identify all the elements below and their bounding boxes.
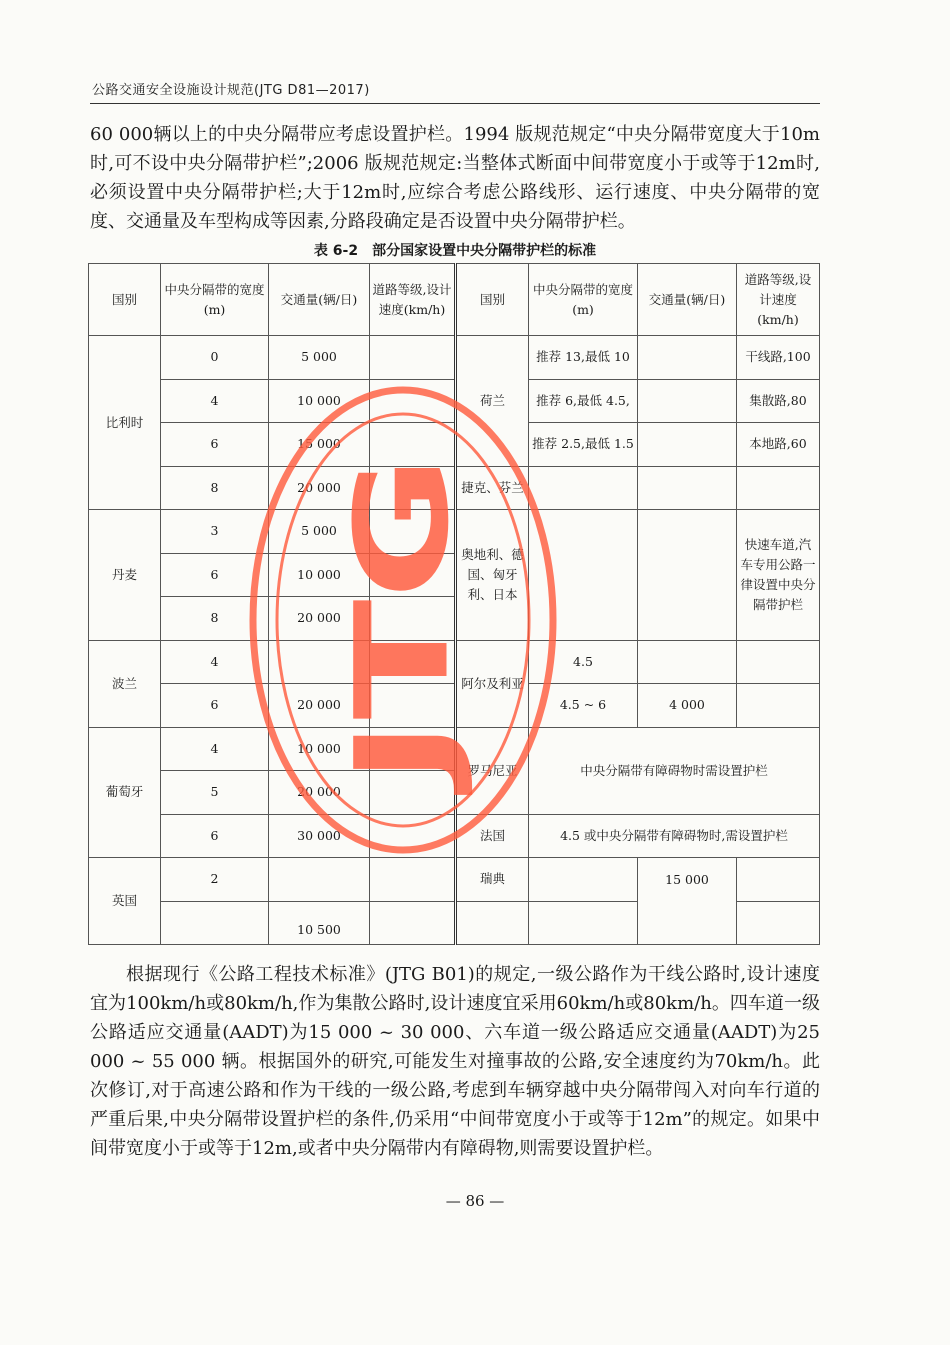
cell-country-uk: 英国 [89,858,161,945]
cell-width: 6 [161,814,269,858]
cell-width: 4.5 ~ 6 [529,684,638,728]
paragraph-1: 60 000辆以上的中央分隔带应考虑设置护栏。1994 版规范规定“中央分隔带宽度大于10m时,可不设中央分隔带护栏”;2006 版规范规定:当整体式断面中间带宽度小于或等于12m时,必须设置中央分隔带护栏;大于12m时,应综合考虑公路线形、运行速度、中央分隔带的宽度、交通量及车型构成等因素,分路段确定是否设置中央分隔带护栏。 [90,124,820,232]
cell-width: 5 [161,771,269,815]
header-traffic: 交通量(辆/日) [638,264,737,336]
cell-traffic: 4 000 [638,684,737,728]
cell-width: 推荐 2.5,最低 1.5 [529,423,638,467]
cell-traffic: 10 000 [269,553,370,597]
cell-traffic [638,423,737,467]
cell-width: 8 [161,466,269,510]
cell-grade [370,858,456,902]
cell-width: 0 [161,336,269,380]
header-country: 国别 [456,264,529,336]
header-row [89,264,820,336]
header-traffic: 交通量(辆/日) [269,264,370,336]
cell-country-romania: 罗马尼亚 [456,727,529,814]
table-row [89,814,820,858]
cell-grade [370,423,456,467]
cell-traffic: 15 000 [269,423,370,467]
header-grade: 道路等级,设计速度(km/h) [370,264,456,336]
cell-width: 3 [161,510,269,554]
cell-traffic: 20 000 [269,597,370,641]
cell-width: 推荐 6,最低 4.5, [529,379,638,423]
cell-grade: 本地路,60 [737,423,820,467]
cell-traffic [269,858,370,902]
table-title: 部分国家设置中央分隔带护栏的标准 [372,243,597,259]
cell-width: 推荐 13,最低 10 [529,336,638,380]
cell-grade [370,684,456,728]
table-row [89,684,820,728]
cell-width: 6 [161,553,269,597]
cell-grade [370,640,456,684]
table-number: 表 6-2 [313,243,359,259]
cell-france-note: 4.5 或中央分隔带有障碍物时,需设置护栏 [529,814,820,858]
cell-traffic: 30 000 [269,814,370,858]
cell-width: 4 [161,379,269,423]
table-row [89,423,820,467]
cell-country-netherlands: 荷兰 [456,336,529,467]
cell-grade [370,466,456,510]
cell-grade [370,336,456,380]
cell-width [529,466,638,510]
table-row [89,640,820,684]
cell-country-czech-finland: 捷克、芬兰 [456,466,529,510]
cell-traffic [638,640,737,684]
cell-grade [370,901,456,945]
cell-width [529,901,638,945]
header-width: 中央分隔带的宽度(m) [161,264,269,336]
cell-width: 8 [161,597,269,641]
cell-grade [737,466,820,510]
cell-country-france: 法国 [456,814,529,858]
cell-country-austria-group: 奥地利、德国、匈牙利、日本 [456,510,529,641]
page-number: — 86 — [445,1192,505,1210]
cell-romania-note: 中央分隔带有障碍物时需设置护栏 [529,727,820,814]
cell-grade: 快速车道,汽车专用公路一律设置中央分隔带护栏 [737,510,820,641]
cell-country-portugal: 葡萄牙 [89,727,161,858]
table-caption [90,240,820,260]
table-row [89,379,820,423]
paragraph-2: 根据现行《公路工程技术标准》(JTG B01)的规定,一级公路作为干线公路时,设计速度宜为100km/h或80km/h,作为集散公路时,设计速度宜采用60km/h或80km/h。四车道一级公路适应交通量(AADT)为15 000 ~ 30 000、六车道一级公路适应交通量(AADT)为25 000 ~ 55 000 辆。根据国外的研究,可能发生对撞事故的公路,安全速度约为70km/h。此次修订,对于高速公路和作为干线的一级公路,考虑到车辆穿越中央分隔带闯入对向车行道的严重后果,中央分隔带设置护栏的条件,仍采用“中间带宽度小于或等于12m”的规定。如果中间带宽度小于或等于12m,或者中央分隔带内有障碍物,则需要设置护栏。 [90,964,820,1159]
running-header: 公路交通安全设施设计规范(JTG D81—2017) [92,83,370,98]
cell-grade [370,510,456,554]
cell-grade [370,379,456,423]
cell-grade [737,684,820,728]
cell-grade [737,640,820,684]
cell-width: 4.5 [529,640,638,684]
cell-width: 6 [161,684,269,728]
cell-country-belgium: 比利时 [89,336,161,510]
cell-traffic: 5 000 [269,336,370,380]
cell-grade [370,553,456,597]
cell-width: 4 [161,640,269,684]
cell-country-denmark: 丹麦 [89,510,161,641]
cell-traffic [638,379,737,423]
cell-width [529,858,638,902]
cell-traffic: 10 000 [269,727,370,771]
cell-traffic [269,640,370,684]
cell-grade [370,727,456,771]
standards-table [88,263,820,945]
cell-traffic [638,510,737,641]
cell-traffic [638,466,737,510]
cell-traffic: 15 000 [638,858,737,945]
cell-country-algeria: 阿尔及利亚 [456,640,529,727]
cell-width: 6 [161,423,269,467]
header-rule [90,103,820,104]
header-width: 中央分隔带的宽度(m) [529,264,638,336]
cell-country-sweden: 瑞典 [456,858,529,902]
cell-country [456,901,529,945]
table-row [89,727,820,771]
table-row [89,466,820,510]
cell-traffic: 20 000 [269,466,370,510]
cell-grade [370,597,456,641]
cell-grade [737,858,820,902]
cell-grade [370,814,456,858]
cell-width [529,510,638,641]
cell-width [161,901,269,945]
cell-traffic [638,336,737,380]
cell-width: 4 [161,727,269,771]
cell-traffic: 5 000 [269,510,370,554]
table-row [89,336,820,380]
cell-traffic: 10 000 [269,379,370,423]
cell-country-poland: 波兰 [89,640,161,727]
header-country: 国别 [89,264,161,336]
table-row [89,510,820,554]
stamp-text: JTG [328,545,478,785]
cell-grade: 集散路,80 [737,379,820,423]
cell-grade [737,901,820,945]
cell-grade [370,771,456,815]
cell-width: 2 [161,858,269,902]
cell-traffic: 20 000 [269,684,370,728]
header-grade: 道路等级,设计速度(km/h) [737,264,820,336]
cell-grade: 干线路,100 [737,336,820,380]
cell-traffic: 20 000 [269,771,370,815]
table-row [89,858,820,902]
cell-traffic: 10 500 [269,901,370,945]
